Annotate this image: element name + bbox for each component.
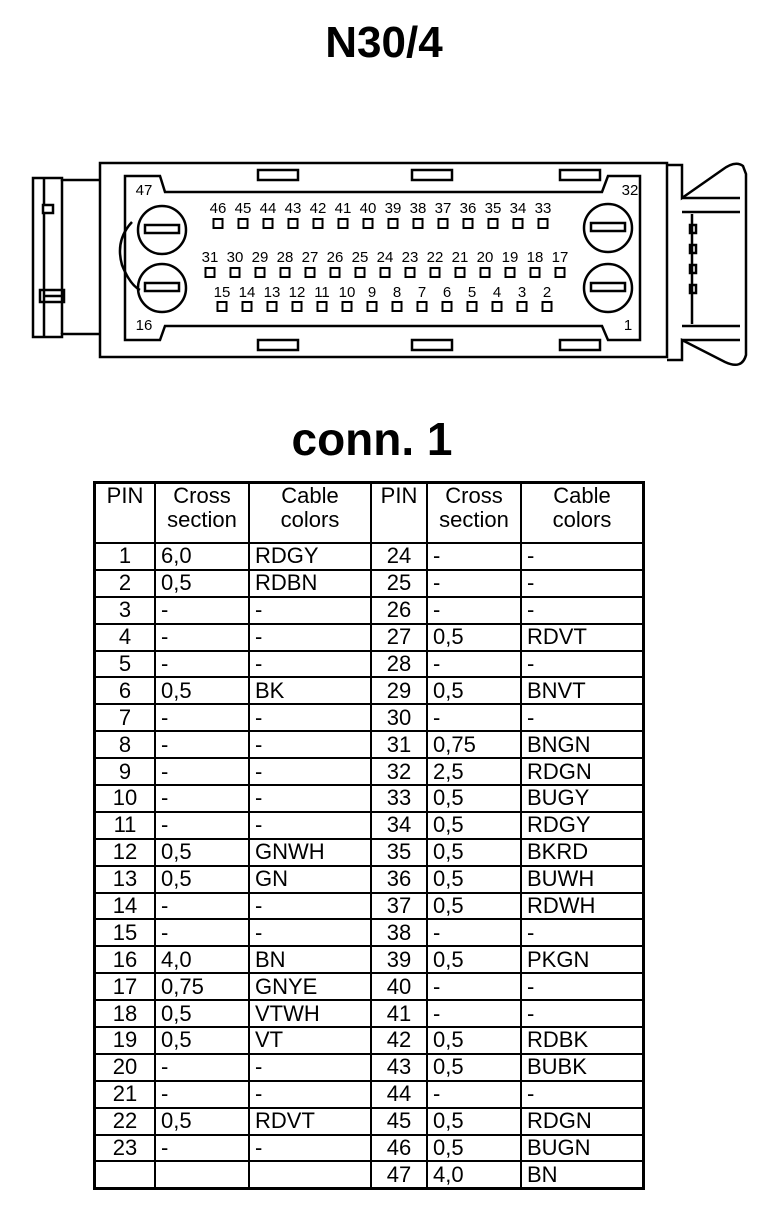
header-colors-text: colors bbox=[280, 507, 340, 532]
cross-section-cell: 0,5 bbox=[155, 866, 249, 893]
pin-number-label: 31 bbox=[201, 249, 219, 266]
cross-section-cell: - bbox=[155, 893, 249, 920]
pin-number-label: 13 bbox=[263, 284, 281, 301]
cross-section-cell: 4,0 bbox=[427, 1161, 521, 1188]
pin-number-label: 18 bbox=[526, 249, 544, 266]
pin-number-label: 35 bbox=[484, 200, 502, 217]
pin-socket bbox=[393, 302, 402, 311]
pin-number-label: 45 bbox=[234, 200, 252, 217]
pin-socket bbox=[343, 302, 352, 311]
cable-color-cell: - bbox=[249, 731, 371, 758]
cross-section-cell: - bbox=[427, 973, 521, 1000]
pin-number-label: 41 bbox=[334, 200, 352, 217]
pin-socket bbox=[489, 219, 498, 228]
pin-socket bbox=[556, 268, 565, 277]
pin-cell: 43 bbox=[371, 1054, 427, 1081]
cross-section-cell: 0,5 bbox=[427, 1027, 521, 1054]
cross-section-cell: 0,5 bbox=[427, 946, 521, 973]
cable-color-cell: RDGY bbox=[521, 812, 644, 839]
table-row bbox=[95, 1108, 644, 1135]
screw-top-left bbox=[138, 206, 186, 254]
pin-number-label: 28 bbox=[276, 249, 294, 266]
pin-number-label: 27 bbox=[301, 249, 319, 266]
cross-section-cell: - bbox=[155, 919, 249, 946]
pin-socket bbox=[543, 302, 552, 311]
cable-color-cell: - bbox=[521, 1000, 644, 1027]
pin-number-label: 19 bbox=[501, 249, 519, 266]
cable-color-cell: - bbox=[249, 893, 371, 920]
pin-socket bbox=[364, 219, 373, 228]
pin-cell: 22 bbox=[95, 1108, 156, 1135]
pin-number-label: 11 bbox=[314, 284, 330, 301]
cable-color-cell: - bbox=[249, 704, 371, 731]
cross-section-cell: - bbox=[427, 1081, 521, 1108]
cross-section-cell: 0,5 bbox=[427, 624, 521, 651]
pin-socket bbox=[281, 268, 290, 277]
table-row bbox=[95, 946, 644, 973]
pin-number-label: 6 bbox=[442, 284, 452, 301]
pin-socket bbox=[239, 219, 248, 228]
cross-section-cell: 0,5 bbox=[427, 1108, 521, 1135]
cable-color-cell: BN bbox=[521, 1161, 644, 1188]
header-cable-text: Cable bbox=[281, 483, 339, 508]
corner-label-16: 16 bbox=[135, 317, 153, 334]
header-cable-colors-left bbox=[249, 483, 371, 544]
pin-socket bbox=[406, 268, 415, 277]
cable-color-cell: - bbox=[521, 570, 644, 597]
pin-socket bbox=[481, 268, 490, 277]
pin-number-label: 42 bbox=[309, 200, 327, 217]
cross-section-cell: 0,5 bbox=[155, 677, 249, 704]
table-row bbox=[95, 677, 644, 704]
pin-cell: 41 bbox=[371, 1000, 427, 1027]
corner-label-32: 32 bbox=[621, 182, 639, 199]
cross-section-cell: - bbox=[427, 651, 521, 678]
cross-section-cell: 0,5 bbox=[155, 1000, 249, 1027]
pin-table-container bbox=[93, 481, 645, 1190]
pin-socket bbox=[414, 219, 423, 228]
pin-number-label: 29 bbox=[251, 249, 269, 266]
header-cable-colors-right bbox=[521, 483, 644, 544]
pin-socket bbox=[531, 268, 540, 277]
cross-section-cell: 0,5 bbox=[427, 839, 521, 866]
cable-color-cell: BK bbox=[249, 677, 371, 704]
pin-number-label: 37 bbox=[434, 200, 452, 217]
cross-section-cell: 0,5 bbox=[155, 570, 249, 597]
cross-section-cell: - bbox=[155, 624, 249, 651]
pin-cell: 38 bbox=[371, 919, 427, 946]
pin-socket bbox=[368, 302, 377, 311]
cable-color-cell: RDBN bbox=[249, 570, 371, 597]
cross-section-cell: 0,75 bbox=[427, 731, 521, 758]
pin-number-label: 3 bbox=[517, 284, 527, 301]
pin-socket bbox=[418, 302, 427, 311]
pin-cell: 33 bbox=[371, 785, 427, 812]
cross-section-cell: 0,5 bbox=[155, 1027, 249, 1054]
cross-section-cell: 0,5 bbox=[427, 1054, 521, 1081]
pin-cell: 17 bbox=[95, 973, 156, 1000]
pin-socket bbox=[514, 219, 523, 228]
pin-socket bbox=[518, 302, 527, 311]
cable-color-cell: BN bbox=[249, 946, 371, 973]
cross-section-cell: - bbox=[155, 597, 249, 624]
pin-cell: 20 bbox=[95, 1054, 156, 1081]
table-row bbox=[95, 651, 644, 678]
pin-number-label: 43 bbox=[284, 200, 302, 217]
pin-cell: 16 bbox=[95, 946, 156, 973]
cable-color-cell bbox=[249, 1161, 371, 1188]
table-row bbox=[95, 839, 644, 866]
pin-socket bbox=[539, 219, 548, 228]
cross-section-cell: 4,0 bbox=[155, 946, 249, 973]
cross-section-cell bbox=[155, 1161, 249, 1188]
table-row bbox=[95, 570, 644, 597]
cable-color-cell: BNGN bbox=[521, 731, 644, 758]
pin-cell: 9 bbox=[95, 758, 156, 785]
header-pin-right: PIN bbox=[371, 483, 427, 544]
pin-number-label: 9 bbox=[367, 284, 377, 301]
table-row bbox=[95, 919, 644, 946]
cable-color-cell: VTWH bbox=[249, 1000, 371, 1027]
cross-section-cell: 0,5 bbox=[427, 785, 521, 812]
pin-number-label: 39 bbox=[384, 200, 402, 217]
cable-color-cell: - bbox=[521, 973, 644, 1000]
table-row bbox=[95, 704, 644, 731]
pin-socket bbox=[214, 219, 223, 228]
cable-color-cell: RDVT bbox=[521, 624, 644, 651]
pin-cell: 15 bbox=[95, 919, 156, 946]
pin-cell: 37 bbox=[371, 893, 427, 920]
header-cable-text: Cable bbox=[553, 483, 611, 508]
pin-cell: 2 bbox=[95, 570, 156, 597]
cross-section-cell: - bbox=[155, 731, 249, 758]
cable-color-cell: - bbox=[249, 1081, 371, 1108]
cable-color-cell: - bbox=[249, 1054, 371, 1081]
cross-section-cell: 0,5 bbox=[155, 839, 249, 866]
pin-cell: 21 bbox=[95, 1081, 156, 1108]
cross-section-cell: 0,5 bbox=[427, 677, 521, 704]
connector-title: conn. 1 bbox=[291, 413, 453, 465]
cross-section-cell: - bbox=[427, 919, 521, 946]
header-section-text: section bbox=[439, 507, 509, 532]
pin-number-label: 12 bbox=[288, 284, 306, 301]
pin-number-label: 36 bbox=[459, 200, 477, 217]
pin-number-label: 15 bbox=[213, 284, 231, 301]
pin-cell: 1 bbox=[95, 543, 156, 570]
table-row bbox=[95, 1135, 644, 1162]
table-row bbox=[95, 973, 644, 1000]
pin-cell: 23 bbox=[95, 1135, 156, 1162]
table-row bbox=[95, 731, 644, 758]
pin-cell: 45 bbox=[371, 1108, 427, 1135]
table-row bbox=[95, 1000, 644, 1027]
table-row bbox=[95, 1054, 644, 1081]
pin-cell: 13 bbox=[95, 866, 156, 893]
cable-color-cell: - bbox=[521, 651, 644, 678]
cable-color-cell: RDGY bbox=[249, 543, 371, 570]
table-row bbox=[95, 1081, 644, 1108]
pin-socket bbox=[464, 219, 473, 228]
cable-color-cell: - bbox=[249, 624, 371, 651]
cable-color-cell: BUGY bbox=[521, 785, 644, 812]
pin-socket bbox=[289, 219, 298, 228]
cable-color-cell: PKGN bbox=[521, 946, 644, 973]
cross-section-cell: - bbox=[427, 704, 521, 731]
corner-label-47: 47 bbox=[135, 182, 153, 199]
pin-socket bbox=[314, 219, 323, 228]
table-row bbox=[95, 758, 644, 785]
pin-cell: 39 bbox=[371, 946, 427, 973]
cross-section-cell: - bbox=[427, 543, 521, 570]
cable-color-cell: RDGN bbox=[521, 758, 644, 785]
cable-color-cell: BNVT bbox=[521, 677, 644, 704]
pin-cell: 4 bbox=[95, 624, 156, 651]
pin-socket bbox=[439, 219, 448, 228]
cable-color-cell: BKRD bbox=[521, 839, 644, 866]
pin-socket bbox=[318, 302, 327, 311]
pin-number-label: 26 bbox=[326, 249, 344, 266]
cross-section-cell: - bbox=[155, 1054, 249, 1081]
pin-number-label: 40 bbox=[359, 200, 377, 217]
pin-number-label: 24 bbox=[376, 249, 394, 266]
pin-cell: 12 bbox=[95, 839, 156, 866]
cable-color-cell: BUBK bbox=[521, 1054, 644, 1081]
pin-cell: 29 bbox=[371, 677, 427, 704]
pin-cell: 35 bbox=[371, 839, 427, 866]
cable-color-cell: - bbox=[249, 651, 371, 678]
pin-cell: 11 bbox=[95, 812, 156, 839]
screw-top-right bbox=[584, 204, 632, 252]
header-pin-left: PIN bbox=[95, 483, 156, 544]
cross-section-cell: 0,5 bbox=[427, 812, 521, 839]
table-row bbox=[95, 866, 644, 893]
pin-socket bbox=[256, 268, 265, 277]
pin-number-label: 30 bbox=[226, 249, 244, 266]
pin-number-label: 44 bbox=[259, 200, 277, 217]
cable-color-cell: VT bbox=[249, 1027, 371, 1054]
pin-socket bbox=[389, 219, 398, 228]
pin-number-label: 33 bbox=[534, 200, 552, 217]
pin-socket bbox=[268, 302, 277, 311]
pin-number-label: 34 bbox=[509, 200, 527, 217]
pin-cell: 47 bbox=[371, 1161, 427, 1188]
pin-cell: 25 bbox=[371, 570, 427, 597]
pin-cell: 14 bbox=[95, 893, 156, 920]
pin-socket bbox=[206, 268, 215, 277]
cross-section-cell: 0,5 bbox=[427, 866, 521, 893]
cross-section-cell: - bbox=[427, 570, 521, 597]
cross-section-cell: - bbox=[155, 758, 249, 785]
header-cross-section-left bbox=[155, 483, 249, 544]
cross-section-cell: 0,5 bbox=[155, 1108, 249, 1135]
pin-cell: 7 bbox=[95, 704, 156, 731]
connector-drawing bbox=[0, 150, 768, 382]
pin-cell: 28 bbox=[371, 651, 427, 678]
pin-number-label: 10 bbox=[338, 284, 356, 301]
table-row bbox=[95, 893, 644, 920]
screw-bottom-left bbox=[138, 264, 186, 312]
cable-color-cell: - bbox=[249, 785, 371, 812]
pin-socket bbox=[381, 268, 390, 277]
cable-color-cell: - bbox=[521, 597, 644, 624]
table-row bbox=[95, 543, 644, 570]
table-row bbox=[95, 1027, 644, 1054]
table-row bbox=[95, 1161, 644, 1188]
cable-color-cell: - bbox=[521, 1081, 644, 1108]
pin-number-label: 38 bbox=[409, 200, 427, 217]
pin-cell: 40 bbox=[371, 973, 427, 1000]
screw-bottom-right bbox=[584, 264, 632, 312]
cross-section-cell: 0,5 bbox=[427, 893, 521, 920]
cable-color-cell: RDVT bbox=[249, 1108, 371, 1135]
pin-socket bbox=[493, 302, 502, 311]
cross-section-cell: 6,0 bbox=[155, 543, 249, 570]
pin-number-label: 4 bbox=[492, 284, 502, 301]
cross-section-cell: - bbox=[155, 651, 249, 678]
pin-cell: 6 bbox=[95, 677, 156, 704]
pin-socket bbox=[506, 268, 515, 277]
cross-section-cell: - bbox=[427, 597, 521, 624]
cross-section-cell: 0,75 bbox=[155, 973, 249, 1000]
cable-color-cell: - bbox=[521, 919, 644, 946]
pin-cell: 3 bbox=[95, 597, 156, 624]
pin-number-label: 5 bbox=[467, 284, 477, 301]
cross-section-cell: 0,5 bbox=[427, 1135, 521, 1162]
cable-color-cell: BUWH bbox=[521, 866, 644, 893]
cable-color-cell: RDGN bbox=[521, 1108, 644, 1135]
cross-section-cell: - bbox=[155, 1081, 249, 1108]
pin-cell: 24 bbox=[371, 543, 427, 570]
pin-socket bbox=[264, 219, 273, 228]
cable-color-cell: GN bbox=[249, 866, 371, 893]
pin-assignment-table bbox=[93, 481, 645, 1190]
header-cross-text: Cross bbox=[173, 483, 231, 508]
table-row bbox=[95, 624, 644, 651]
pin-number-label: 7 bbox=[417, 284, 427, 301]
pin-cell: 34 bbox=[371, 812, 427, 839]
pin-socket bbox=[243, 302, 252, 311]
pin-cell: 31 bbox=[371, 731, 427, 758]
pin-cell bbox=[95, 1161, 156, 1188]
pin-socket bbox=[443, 302, 452, 311]
pin-number-label: 8 bbox=[392, 284, 402, 301]
cross-section-cell: - bbox=[427, 1000, 521, 1027]
pin-cell: 42 bbox=[371, 1027, 427, 1054]
cable-color-cell: - bbox=[249, 919, 371, 946]
corner-label-1: 1 bbox=[623, 317, 633, 334]
pin-socket bbox=[456, 268, 465, 277]
pin-cell: 46 bbox=[371, 1135, 427, 1162]
pin-socket bbox=[431, 268, 440, 277]
pin-socket bbox=[331, 268, 340, 277]
pin-socket bbox=[339, 219, 348, 228]
cross-section-cell: - bbox=[155, 812, 249, 839]
cross-section-cell: - bbox=[155, 1135, 249, 1162]
cross-section-cell: - bbox=[155, 785, 249, 812]
pin-socket bbox=[306, 268, 315, 277]
cable-color-cell: - bbox=[249, 812, 371, 839]
header-cross-section-right bbox=[427, 483, 521, 544]
cable-color-cell: GNYE bbox=[249, 973, 371, 1000]
header-section-text: section bbox=[167, 507, 237, 532]
cable-color-cell: - bbox=[249, 1135, 371, 1162]
cable-color-cell: - bbox=[521, 543, 644, 570]
pin-cell: 27 bbox=[371, 624, 427, 651]
header-cross-text: Cross bbox=[445, 483, 503, 508]
pin-socket bbox=[293, 302, 302, 311]
pin-number-label: 22 bbox=[426, 249, 444, 266]
pin-number-label: 21 bbox=[451, 249, 469, 266]
cable-color-cell: GNWH bbox=[249, 839, 371, 866]
cross-section-cell: - bbox=[155, 704, 249, 731]
pin-socket bbox=[468, 302, 477, 311]
pin-socket bbox=[218, 302, 227, 311]
pin-socket bbox=[231, 268, 240, 277]
header-colors-text: colors bbox=[552, 507, 612, 532]
table-header-row bbox=[95, 483, 644, 544]
cable-color-cell: RDBK bbox=[521, 1027, 644, 1054]
cross-section-cell: 2,5 bbox=[427, 758, 521, 785]
pin-cell: 10 bbox=[95, 785, 156, 812]
cable-color-cell: RDWH bbox=[521, 893, 644, 920]
pin-cell: 18 bbox=[95, 1000, 156, 1027]
pin-cell: 32 bbox=[371, 758, 427, 785]
diagram-title: N30/4 bbox=[325, 18, 443, 67]
pin-cell: 30 bbox=[371, 704, 427, 731]
pin-number-label: 20 bbox=[476, 249, 494, 266]
table-row bbox=[95, 812, 644, 839]
pin-number-label: 23 bbox=[401, 249, 419, 266]
table-row bbox=[95, 785, 644, 812]
pin-cell: 44 bbox=[371, 1081, 427, 1108]
cable-color-cell: - bbox=[521, 704, 644, 731]
pin-number-label: 25 bbox=[351, 249, 369, 266]
pin-cell: 8 bbox=[95, 731, 156, 758]
cable-color-cell: - bbox=[249, 597, 371, 624]
cable-color-cell: - bbox=[249, 758, 371, 785]
pin-number-label: 14 bbox=[238, 284, 256, 301]
pin-cell: 36 bbox=[371, 866, 427, 893]
pin-socket bbox=[356, 268, 365, 277]
pin-number-label: 2 bbox=[542, 284, 552, 301]
pin-cell: 5 bbox=[95, 651, 156, 678]
cable-color-cell: BUGN bbox=[521, 1135, 644, 1162]
table-row bbox=[95, 597, 644, 624]
pin-number-label: 17 bbox=[551, 249, 569, 266]
pin-number-label: 46 bbox=[209, 200, 227, 217]
pin-cell: 26 bbox=[371, 597, 427, 624]
right-clip bbox=[667, 164, 746, 365]
pin-cell: 19 bbox=[95, 1027, 156, 1054]
